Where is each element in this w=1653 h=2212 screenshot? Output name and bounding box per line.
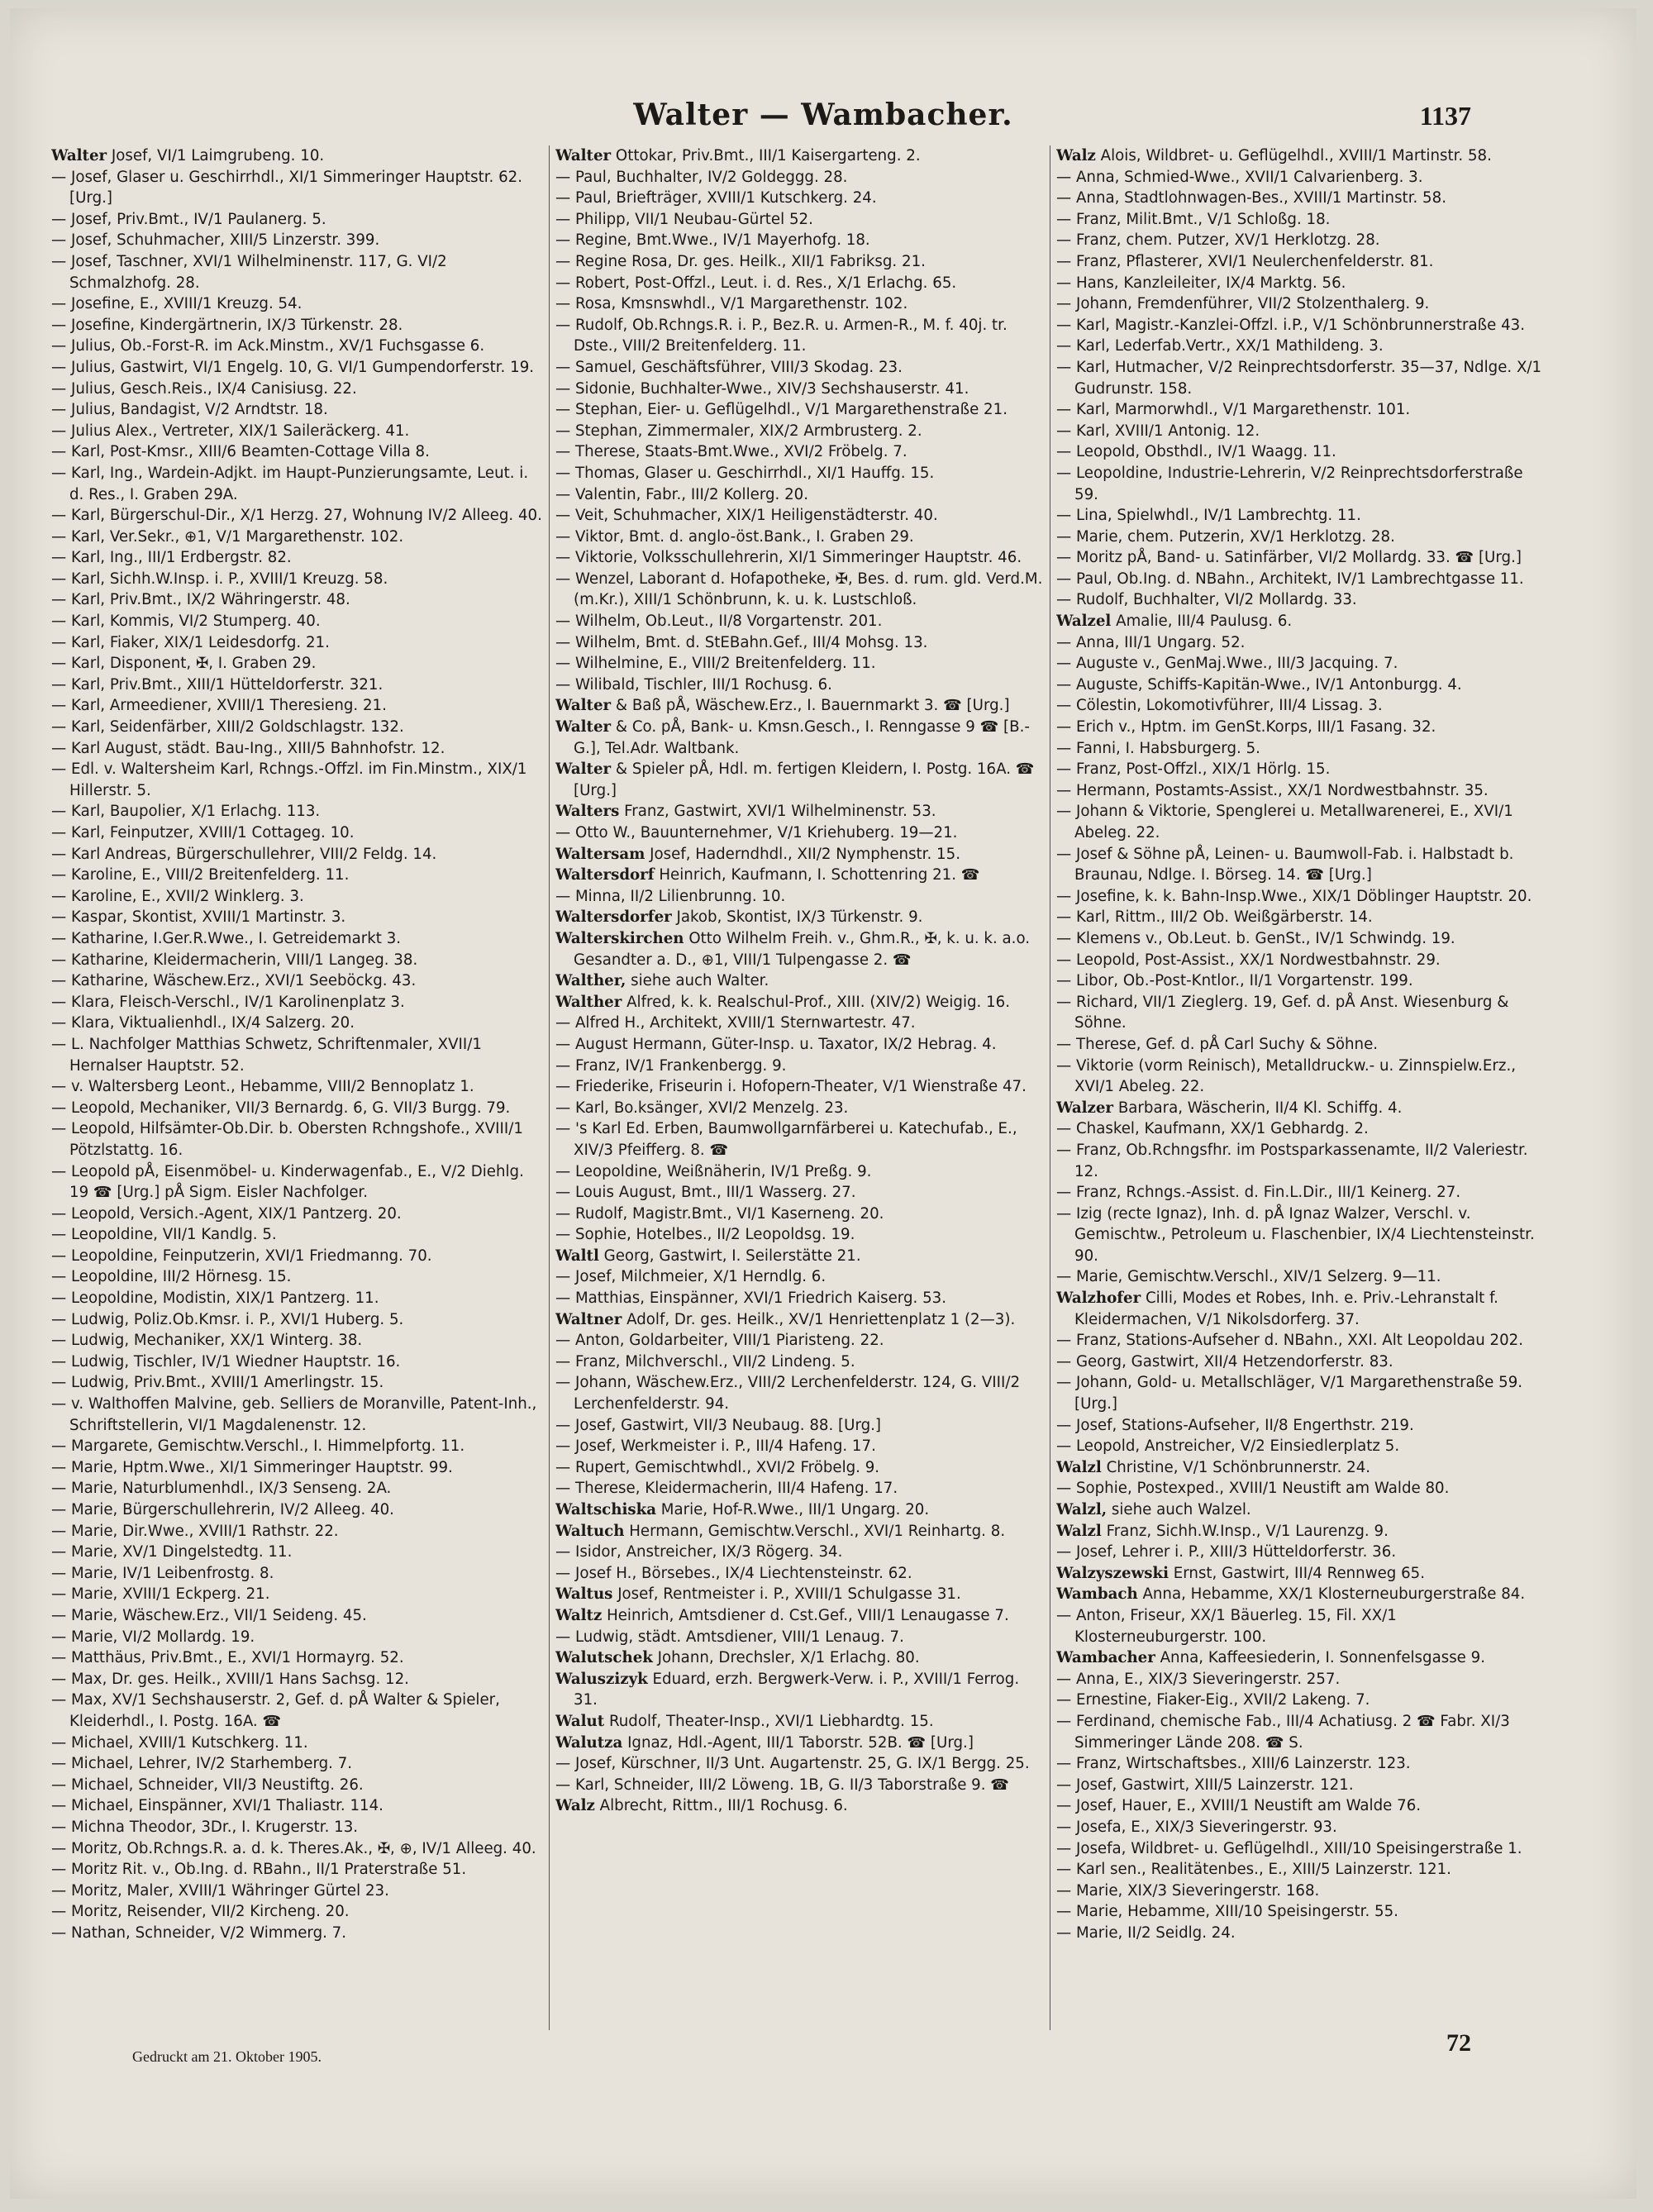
- directory-entry: Walzyszewski Ernst, Gastwirt, III/4 Rennweg 65.: [1056, 1564, 1426, 1582]
- directory-entry: Walzl Franz, Sichh.W.Insp., V/1 Laurenzg. 9.: [1056, 1522, 1389, 1540]
- directory-entry: — Katharine, Kleidermacherin, VIII/1 Langeg. 38.: [51, 951, 418, 969]
- column-2: [555, 145, 1043, 2030]
- directory-entry: Waltz Heinrich, Amtsdiener d. Cst.Gef., VIII/1 Lenaugasse 7.: [555, 1606, 1009, 1624]
- directory-entry: — Moritz, Ob.Rchngs.R. a. d. k. Theres.Ak., ✠, ⊕, IV/1 Alleeg. 40.: [51, 1839, 536, 1857]
- column-1: [51, 145, 544, 2030]
- directory-entry: — Josef, Glaser u. Geschirrhdl., XI/1 Simmeringer Hauptstr. 62. [Urg.]: [51, 168, 523, 207]
- directory-entry: — Margarete, Gemischtw.Verschl., I. Himmelpfortg. 11.: [51, 1437, 465, 1456]
- directory-entry: — Leopoldine, Feinputzerin, XVI/1 Friedmanng. 70.: [51, 1247, 432, 1265]
- directory-entry: — Karl, Seidenfärber, XIII/2 Goldschlagstr. 132.: [51, 718, 404, 737]
- directory-entry: — Karl, Kommis, VI/2 Stumperg. 40.: [51, 613, 321, 631]
- directory-entry: — Regine, Bmt.Wwe., IV/1 Mayerhofg. 18.: [555, 231, 870, 250]
- directory-entry: — Karoline, E., VIII/2 Breitenfelderg. 11.: [51, 866, 350, 884]
- directory-entry: Waluszizyk Eduard, erzh. Bergwerk-Verw. i. P., XVIII/1 Ferrog. 31.: [555, 1670, 1020, 1709]
- directory-entry: — Josefine, k. k. Bahn-Insp.Wwe., XIX/1 Döblinger Hauptstr. 20.: [1056, 887, 1532, 905]
- directory-entry: — Anton, Friseur, XX/1 Bäuerleg. 15, Fil. XX/1 Klosterneuburgerstr. 100.: [1056, 1606, 1397, 1646]
- directory-entry: — Johann & Viktorie, Spenglerei u. Metallwarenerei, E., XVI/1 Abeleg. 22.: [1056, 803, 1513, 841]
- directory-entry: Waltuch Hermann, Gemischtw.Verschl., XVI/1 Reinhartg. 8.: [555, 1522, 1006, 1540]
- directory-entry: — Franz, Wirtschaftsbes., XIII/6 Lainzerstr. 123.: [1056, 1755, 1411, 1773]
- directory-entry: Waltl Georg, Gastwirt, I. Seilerstätte 21.: [555, 1247, 861, 1265]
- directory-entry: — Moritz Rit. v., Ob.Ing. d. RBahn., II/1 Praterstraße 51.: [51, 1861, 467, 1879]
- directory-entry: — Josefa, Wildbret- u. Geflügelhdl., XIII/10 Speisingerstraße 1.: [1056, 1839, 1522, 1857]
- directory-entry: — Franz, Rchngs.-Assist. d. Fin.L.Dir., III/1 Keinerg. 27.: [1056, 1184, 1461, 1202]
- directory-entry: — Edl. v. Waltersheim Karl, Rchngs.-Offzl. im Fin.Minstm., XIX/1 Hillerstr. 5.: [51, 760, 527, 799]
- directory-entry: Walzhofer Cilli, Modes et Robes, Inh. e. Priv.-Lehranstalt f. Kleidermachen, V/1 Nikolsdorferg. 37.: [1056, 1290, 1498, 1328]
- directory-entry: — Karl, Baupolier, X/1 Erlachg. 113.: [51, 803, 321, 821]
- directory-entry: Wambacher Anna, Kaffeesiederin, I. Sonnenfelsgasse 9.: [1056, 1649, 1486, 1667]
- directory-entry: — Johann, Gold- u. Metallschläger, V/1 Margarethenstraße 59. [Urg.]: [1056, 1374, 1523, 1413]
- directory-entry: Waltschiska Marie, Hof-R.Wwe., III/1 Ungarg. 20.: [555, 1501, 930, 1518]
- directory-entry: — Franz, Post-Offzl., XIX/1 Hörlg. 15.: [1056, 760, 1331, 779]
- directory-entry: Walzl Christine, V/1 Schönbrunnerstr. 24.: [1056, 1458, 1371, 1476]
- directory-entry: — v. Walthoffen Malvine, geb. Selliers de Moranville, Patent-Inh., Schriftstellerin, VI/1 Magdalenenstr. 12.: [51, 1395, 537, 1434]
- directory-entry: — Franz, IV/1 Frankenbergg. 9.: [555, 1056, 787, 1075]
- directory-entry: — Karl, Sichh.W.Insp. i. P., XVIII/1 Kreuzg. 58.: [51, 570, 388, 588]
- directory-entry: — Viktor, Bmt. d. anglo-öst.Bank., I. Graben 29.: [555, 527, 914, 546]
- directory-entry: — Leopold, Anstreicher, V/2 Einsiedlerplatz 5.: [1056, 1437, 1400, 1456]
- directory-entry: — Leopoldine, Industrie-Lehrerin, V/2 Reinprechtsdorferstraße 59.: [1056, 464, 1523, 503]
- directory-entry: — Moritz, Maler, XVIII/1 Währinger Gürtel 23.: [51, 1881, 389, 1900]
- directory-entry: — Marie, Hptm.Wwe., XI/1 Simmeringer Hauptstr. 99.: [51, 1458, 453, 1476]
- directory-entry: — Julius, Gastwirt, VI/1 Engelg. 10, G. VI/1 Gumpendorferstr. 19.: [51, 358, 535, 376]
- directory-entry: — Ludwig, Poliz.Ob.Kmsr. i. P., XVI/1 Huberg. 5.: [51, 1310, 404, 1328]
- directory-entry: Walter & Spieler pÅ, Hdl. m. fertigen Kleidern, I. Postg. 16A. ☎ [Urg.]: [555, 760, 1035, 799]
- directory-entry: — Karl, Ver.Sekr., ⊕1, V/1 Margarethenstr. 102.: [51, 527, 404, 546]
- sheet-number: 72: [1446, 2029, 1471, 2057]
- directory-entry: — Karl, Schneider, III/2 Löweng. 1B, G. II/3 Taborstraße 9. ☎: [555, 1776, 1009, 1794]
- directory-entry: — Rudolf, Magistr.Bmt., VI/1 Kaserneng. 20.: [555, 1204, 884, 1223]
- directory-entry: — Paul, Ob.Ing. d. NBahn., Architekt, IV/1 Lambrechtgasse 11.: [1056, 570, 1524, 588]
- directory-entry: — Franz, Pflasterer, XVI/1 Neulerchenfelderstr. 81.: [1056, 252, 1434, 270]
- directory-entry: — Josef, Stations-Aufseher, II/8 Engerthstr. 219.: [1056, 1416, 1414, 1434]
- directory-entry: — Max, Dr. ges. Heilk., XVIII/1 Hans Sachsg. 12.: [51, 1670, 409, 1688]
- directory-entry: Walter & Co. pÅ, Bank- u. Kmsn.Gesch., I. Renngasse 9 ☎ [B.-G.], Tel.Adr. Waltbank.: [555, 718, 1030, 757]
- directory-entry: — Fanni, I. Habsburgerg. 5.: [1056, 739, 1260, 757]
- directory-entry: — Ernestine, Fiaker-Eig., XVII/2 Lakeng. 7.: [1056, 1691, 1370, 1709]
- directory-entry: — Franz, chem. Putzer, XV/1 Herklotzg. 28.: [1056, 231, 1380, 250]
- directory-entry: Walter Ottokar, Priv.Bmt., III/1 Kaisergarteng. 2.: [555, 147, 921, 164]
- directory-entry: — Marie, XIX/3 Sieveringerstr. 168.: [1056, 1881, 1320, 1900]
- directory-entry: — Klara, Fleisch-Verschl., IV/1 Karolinenplatz 3.: [51, 993, 405, 1011]
- directory-entry: — Karl, Marmorwhdl., V/1 Margarethenstr. 101.: [1056, 401, 1411, 419]
- directory-entry: Waltus Josef, Rentmeister i. P., XVIII/1 Schulgasse 31.: [555, 1585, 961, 1604]
- directory-entry: — Josef & Söhne pÅ, Leinen- u. Baumwoll-Fab. i. Halbstadt b. Braunau, Ndlge. I. Börseg. 14. ☎ [Urg.]: [1056, 845, 1514, 884]
- directory-entry: — Josef, Werkmeister i. P., III/4 Hafeng. 17.: [555, 1437, 876, 1456]
- directory-entry: — Katharine, Wäschew.Erz., XVI/1 Seeböckg. 43.: [51, 972, 417, 990]
- directory-entry: — Hermann, Postamts-Assist., XX/1 Nordwestbahnstr. 35.: [1056, 781, 1489, 799]
- directory-entry: — v. Waltersberg Leont., Hebamme, VIII/2 Bennoplatz 1.: [51, 1078, 474, 1096]
- directory-entry: — Marie, IV/1 Leibenfrostg. 8.: [51, 1564, 274, 1582]
- directory-entry: — Minna, II/2 Lilienbrunng. 10.: [555, 887, 786, 905]
- directory-entry: Walzl, siehe auch Walzel.: [1056, 1501, 1251, 1518]
- directory-entry: — Cölestin, Lokomotivführer, III/4 Lissag. 3.: [1056, 697, 1383, 715]
- directory-entry: — Marie, Gemischtw.Verschl., XIV/1 Selzerg. 9—11.: [1056, 1268, 1441, 1286]
- directory-entry: — Stephan, Zimmermaler, XIX/2 Armbrusterg. 2.: [555, 422, 922, 440]
- directory-entry: — Karl, Rittm., III/2 Ob. Weißgärberstr. 14.: [1056, 908, 1373, 927]
- print-date: Gedruckt am 21. Oktober 1905.: [132, 2048, 322, 2065]
- directory-entry: — Josef, Priv.Bmt., IV/1 Paulanerg. 5.: [51, 210, 326, 228]
- directory-entry: — Leopoldine, III/2 Hörnesg. 15.: [51, 1268, 292, 1286]
- directory-entry: — Karl, Lederfab.Vertr., XX/1 Mathildeng. 3.: [1056, 337, 1384, 355]
- directory-entry: — Georg, Gastwirt, XII/4 Hetzendorferstr. 83.: [1056, 1352, 1393, 1371]
- directory-entry: — Franz, Milchverschl., VII/2 Lindeng. 5.: [555, 1352, 855, 1371]
- directory-entry: — Anna, Stadtlohnwagen-Bes., XVIII/1 Martinstr. 58.: [1056, 189, 1446, 207]
- directory-entry: — Josef, Hauer, E., XVIII/1 Neustift am Walde 76.: [1056, 1797, 1422, 1815]
- directory-entry: — Marie, Naturblumenhdl., IX/3 Senseng. 2A.: [51, 1480, 392, 1498]
- directory-entry: — Rudolf, Ob.Rchngs.R. i. P., Bez.R. u. Armen-R., M. f. 40j. tr. Dste., VIII/2 Breitenfelderg. 11.: [555, 316, 1008, 355]
- directory-entry: — Anna, E., XIX/3 Sieveringerstr. 257.: [1056, 1670, 1341, 1688]
- directory-entry: — Louis August, Bmt., III/1 Wasserg. 27.: [555, 1184, 856, 1202]
- directory-entry: — Ludwig, städt. Amtsdiener, VIII/1 Lenaug. 7.: [555, 1628, 904, 1646]
- directory-entry: — Otto W., Bauunternehmer, V/1 Kriehuberg. 19—21.: [555, 824, 958, 841]
- directory-entry: — Karl, Hutmacher, V/2 Reinprechtsdorferstr. 35—37, Ndlge. X/1 Gudrunstr. 158.: [1056, 358, 1542, 398]
- directory-entry: — Marie, Dir.Wwe., XVIII/1 Rathstr. 22.: [51, 1522, 339, 1540]
- directory-entry: Walter Josef, VI/1 Laimgrubeng. 10.: [51, 147, 325, 164]
- directory-entry: — Anna, Schmied-Wwe., XVII/1 Calvarienberg. 3.: [1056, 168, 1423, 186]
- directory-entry: — Leopoldine, VII/1 Kandlg. 5.: [51, 1226, 277, 1244]
- directory-entry: — Karl, Post-Kmsr., XIII/6 Beamten-Cottage Villa 8.: [51, 443, 430, 461]
- directory-entry: — Auguste v., GenMaj.Wwe., III/3 Jacquing. 7.: [1056, 655, 1398, 673]
- directory-entry: — Paul, Buchhalter, IV/2 Goldeggg. 28.: [555, 168, 848, 186]
- directory-entry: Walzer Barbara, Wäscherin, II/4 Kl. Schiffg. 4.: [1056, 1099, 1403, 1117]
- directory-entry: — Anton, Goldarbeiter, VIII/1 Piaristeng. 22.: [555, 1332, 884, 1350]
- directory-entry: — Katharine, I.Ger.R.Wwe., I. Getreidemarkt 3.: [51, 929, 402, 947]
- directory-entry: — Chaskel, Kaufmann, XX/1 Gebhardg. 2.: [1056, 1120, 1369, 1138]
- directory-entry: — Julius, Bandagist, V/2 Arndtstr. 18.: [51, 401, 328, 419]
- directory-entry: — Isidor, Anstreicher, IX/3 Rögerg. 34.: [555, 1543, 843, 1561]
- directory-entry: — Libor, Ob.-Post-Kntlor., II/1 Vorgartenstr. 199.: [1056, 972, 1413, 990]
- directory-entry: — Josef, Gastwirt, XIII/5 Lainzerstr. 121.: [1056, 1776, 1354, 1794]
- directory-entry: — Karl, Fiaker, XIX/1 Leidesdorfg. 21.: [51, 633, 330, 651]
- directory-entry: — Anna, III/1 Ungarg. 52.: [1056, 633, 1246, 651]
- directory-entry: — Marie, chem. Putzerin, XV/1 Herklotzg. 28.: [1056, 527, 1395, 546]
- directory-entry: — Ludwig, Priv.Bmt., XVIII/1 Amerlingstr. 15.: [51, 1374, 384, 1392]
- directory-entry: — Veit, Schuhmacher, XIX/1 Heiligenstädterstr. 40.: [555, 507, 938, 525]
- directory-entry: — Auguste, Schiffs-Kapitän-Wwe., IV/1 Antonburgg. 4.: [1056, 675, 1462, 694]
- directory-entry: Walz Alois, Wildbret- u. Geflügelhdl., XVIII/1 Martinstr. 58.: [1056, 147, 1492, 164]
- directory-entry: — Karl, Disponent, ✠, I. Graben 29.: [51, 655, 317, 673]
- directory-entry: — Wilhelm, Ob.Leut., II/8 Vorgartenstr. 201.: [555, 613, 883, 631]
- directory-entry: — Marie, XV/1 Dingelstedtg. 11.: [51, 1543, 293, 1561]
- directory-entry: — Robert, Post-Offzl., Leut. i. d. Res., X/1 Erlachg. 65.: [555, 274, 957, 292]
- directory-entry: — Julius, Ob.-Forst-R. im Ack.Minstm., XV/1 Fuchsgasse 6.: [51, 337, 485, 355]
- directory-entry: — Alfred H., Architekt, XVIII/1 Sternwartestr. 47.: [555, 1014, 916, 1032]
- directory-entry: — Leopold pÅ, Eisenmöbel- u. Kinderwagenfab., E., V/2 Diehlg. 19 ☎ [Urg.] pÅ Sigm. Eisler Nachfolger.: [51, 1162, 524, 1202]
- directory-entry: — Moritz pÅ, Band- u. Satinfärber, VI/2 Mollardg. 33. ☎ [Urg.]: [1056, 549, 1522, 567]
- directory-entry: Wambach Anna, Hebamme, XX/1 Klosterneuburgerstraße 84.: [1056, 1585, 1526, 1604]
- directory-entry: — Michael, Lehrer, IV/2 Starhemberg. 7.: [51, 1755, 353, 1773]
- directory-entry: — August Hermann, Güter-Insp. u. Taxator, IX/2 Hebrag. 4.: [555, 1035, 997, 1053]
- directory-entry: Waltersdorfer Jakob, Skontist, IX/3 Türkenstr. 9.: [555, 908, 923, 927]
- directory-entry: — Rupert, Gemischtwhdl., XVI/2 Fröbelg. 9.: [555, 1458, 880, 1476]
- directory-entry: — Leopold, Post-Assist., XX/1 Nordwestbahnstr. 29.: [1056, 951, 1441, 969]
- directory-entry: Walther Alfred, k. k. Realschul-Prof., XIII. (XIV/2) Weigig. 16.: [555, 993, 1011, 1011]
- directory-entry: — Klara, Viktualienhdl., IX/4 Salzerg. 20.: [51, 1014, 355, 1032]
- directory-entry: — Wilhelm, Bmt. d. StEBahn.Gef., III/4 Mohsg. 13.: [555, 633, 928, 651]
- running-title: Walter — Wambacher.: [633, 98, 1013, 132]
- directory-entry: — Hans, Kanzleileiter, IX/4 Marktg. 56.: [1056, 274, 1346, 292]
- directory-entry: — Viktorie, Volksschullehrerin, XI/1 Simmeringer Hauptstr. 46.: [555, 549, 1022, 567]
- directory-entry: — Ludwig, Mechaniker, XX/1 Winterg. 38.: [51, 1332, 363, 1350]
- directory-entry: — Stephan, Eier- u. Geflügelhdl., V/1 Margarethenstraße 21.: [555, 401, 1008, 419]
- directory-entry: — Julius, Gesch.Reis., IX/4 Canisiusg. 22.: [51, 379, 357, 398]
- directory-entry: — Josef, Lehrer i. P., XIII/3 Hütteldorferstr. 36.: [1056, 1543, 1397, 1561]
- directory-entry: — Wilibald, Tischler, III/1 Rochusg. 6.: [555, 675, 832, 694]
- directory-entry: — Karoline, E., XVII/2 Winklerg. 3.: [51, 887, 304, 905]
- directory-entry: — Josefa, E., XIX/3 Sieveringerstr. 93.: [1056, 1818, 1337, 1836]
- directory-entry: — Karl Andreas, Bürgerschullehrer, VIII/2 Feldg. 14.: [51, 845, 437, 863]
- directory-entry: — Josefine, E., XVIII/1 Kreuzg. 54.: [51, 295, 302, 313]
- directory-entry: — Michna Theodor, 3Dr., I. Krugerstr. 13.: [51, 1818, 359, 1836]
- directory-entry: — Sophie, Postexped., XVIII/1 Neustift am Walde 80.: [1056, 1480, 1450, 1498]
- directory-entry: — Viktorie (vorm Reinisch), Metalldruckw.- u. Zinnspielw.Erz., XVI/1 Abeleg. 22.: [1056, 1056, 1517, 1096]
- directory-entry: — Ludwig, Tischler, IV/1 Wiedner Hauptstr. 16.: [51, 1352, 401, 1371]
- directory-entry: — Leopold, Obsthdl., IV/1 Waagg. 11.: [1056, 443, 1336, 461]
- directory-entry: — Karl, Bürgerschul-Dir., X/1 Herzg. 27, Wohnung IV/2 Alleeg. 40.: [51, 507, 542, 525]
- directory-entry: — Josef, Milchmeier, X/1 Herndlg. 6.: [555, 1268, 826, 1286]
- directory-entry: — Wilhelmine, E., VIII/2 Breitenfelderg. 11.: [555, 655, 876, 673]
- directory-entry: — Marie, VI/2 Mollardg. 19.: [51, 1628, 255, 1646]
- directory-entry: — Karl, Priv.Bmt., IX/2 Währingerstr. 48.: [51, 591, 350, 609]
- directory-entry: — Sidonie, Buchhalter-Wwe., XIV/3 Sechshauserstr. 41.: [555, 379, 969, 398]
- directory-entry: — Marie, II/2 Seidlg. 24.: [1056, 1924, 1236, 1942]
- directory-entry: — Karl, Bo.ksänger, XVI/2 Menzelg. 23.: [555, 1099, 849, 1117]
- directory-entry: — Karl, Armeediener, XVIII/1 Theresieng. 21.: [51, 697, 387, 715]
- directory-entry: — Philipp, VII/1 Neubau-Gürtel 52.: [555, 210, 813, 228]
- directory-entry: — Valentin, Fabr., III/2 Kollerg. 20.: [555, 485, 809, 503]
- directory-entry: — Leopoldine, Modistin, XIX/1 Pantzerg. 11.: [51, 1290, 379, 1308]
- directory-entry: — Wenzel, Laborant d. Hofapotheke, ✠, Bes. d. rum. gld. Verd.M. (m.Kr.), XIII/1 Schönbrunn, k. u. k. Lustschloß.: [555, 570, 1043, 609]
- directory-entry: — Izig (recte Ignaz), Inh. d. pÅ Ignaz Walzer, Verschl. v. Gemischtw., Petroleum u. Flaschenbier, IX/4 Liechtensteinstr. 90.: [1056, 1204, 1535, 1265]
- directory-entry: — Michael, Einspänner, XVI/1 Thaliastr. 114.: [51, 1797, 383, 1815]
- directory-entry: — Richard, VII/1 Zieglerg. 19, Gef. d. pÅ Anst. Wiesenburg & Söhne.: [1056, 993, 1509, 1032]
- directory-entry: — Thomas, Glaser u. Geschirrhdl., XI/1 Hauffg. 15.: [555, 464, 935, 482]
- directory-entry: — Klemens v., Ob.Leut. b. GenSt., IV/1 Schwindg. 19.: [1056, 929, 1455, 947]
- directory-entry: — Josef, Kürschner, II/3 Unt. Augartenstr. 25, G. IX/1 Bergg. 25.: [555, 1755, 1030, 1773]
- directory-entry: — Nathan, Schneider, V/2 Wimmerg. 7.: [51, 1924, 347, 1942]
- directory-entry: — Josefine, Kindergärtnerin, IX/3 Türkenstr. 28.: [51, 316, 403, 334]
- directory-entry: — Leopold, Mechaniker, VII/3 Bernardg. 6, G. VII/3 Burgg. 79.: [51, 1099, 511, 1117]
- directory-entry: — Marie, Hebamme, XIII/10 Speisingerstr. 55.: [1056, 1903, 1398, 1921]
- directory-entry: Walut Rudolf, Theater-Insp., XVI/1 Liebhardtg. 15.: [555, 1712, 934, 1730]
- directory-entry: — Friederike, Friseurin i. Hofopern-Theater, V/1 Wienstraße 47.: [555, 1078, 1027, 1096]
- column-divider: [549, 145, 550, 2030]
- directory-entry: — Leopoldine, Weißnäherin, IV/1 Preßg. 9.: [555, 1162, 872, 1180]
- directory-entry: — Franz, Stations-Aufseher d. NBahn., XXI. Alt Leopoldau 202.: [1056, 1332, 1524, 1350]
- directory-entry: Walters Franz, Gastwirt, XVI/1 Wilhelminenstr. 53.: [555, 803, 936, 821]
- directory-entry: — Rosa, Kmsnswhdl., V/1 Margarethenstr. 102.: [555, 295, 908, 313]
- directory-entry: — L. Nachfolger Matthias Schwetz, Schriftenmaler, XVII/1 Hernalser Hauptstr. 52.: [51, 1035, 482, 1075]
- directory-entry: Walterskirchen Otto Wilhelm Freih. v., Ghm.R., ✠, k. u. k. a.o. Gesandter a. D., ⊕1, VIII/1 Tulpengasse 2. ☎: [555, 929, 1031, 969]
- directory-entry: — Therese, Kleidermacherin, III/4 Hafeng. 17.: [555, 1480, 898, 1498]
- directory-entry: — Kaspar, Skontist, XVIII/1 Martinstr. 3.: [51, 908, 346, 927]
- page-header: [10, 98, 1636, 139]
- directory-entry: Walther, siehe auch Walter.: [555, 972, 769, 990]
- directory-entry: — Franz, Milit.Bmt., V/1 Schloßg. 18.: [1056, 210, 1331, 228]
- directory-entry: — Josef, Gastwirt, VII/3 Neubaug. 88. [Urg.]: [555, 1416, 882, 1434]
- directory-entry: Walutza Ignaz, Hdl.-Agent, III/1 Taborstr. 52B. ☎ [Urg.]: [555, 1733, 974, 1752]
- directory-entry: — Marie, Wäschew.Erz., VII/1 Seideng. 45.: [51, 1606, 367, 1624]
- directory-entry: Waltner Adolf, Dr. ges. Heilk., XV/1 Henriettenplatz 1 (2—3).: [555, 1310, 1016, 1328]
- directory-entry: — Johann, Wäschew.Erz., VIII/2 Lerchenfelderstr. 124, G. VIII/2 Lerchenfelderstr. 94.: [555, 1374, 1021, 1413]
- directory-entry: — Paul, Briefträger, XVIII/1 Kutschkerg. 24.: [555, 189, 877, 207]
- directory-entry: — Ferdinand, chemische Fab., III/4 Achatiusg. 2 ☎ Fabr. XI/3 Simmeringer Lände 208. ☎ S.: [1056, 1712, 1510, 1752]
- directory-entry: — Samuel, Geschäftsführer, VIII/3 Skodag. 23.: [555, 358, 903, 376]
- directory-entry: — Therese, Gef. d. pÅ Carl Suchy & Söhne.: [1056, 1035, 1379, 1053]
- directory-entry: — Karl sen., Realitätenbes., E., XIII/5 Lainzerstr. 121.: [1056, 1861, 1451, 1879]
- directory-entry: — Karl, Ing., III/1 Erdbergstr. 82.: [51, 549, 292, 567]
- directory-entry: — Leopold, Versich.-Agent, XIX/1 Pantzerg. 20.: [51, 1204, 402, 1223]
- directory-entry: — Leopold, Hilfsämter-Ob.Dir. b. Obersten Rchngshofe., XVIII/1 Pötzlstattg. 16.: [51, 1120, 523, 1159]
- directory-entry: — Erich v., Hptm. im GenSt.Korps, III/1 Fasang. 32.: [1056, 718, 1436, 737]
- directory-entry: — Karl August, städt. Bau-Ing., XIII/5 Bahnhofstr. 12.: [51, 739, 445, 757]
- directory-entry: Walz Albrecht, Rittm., III/1 Rochusg. 6.: [555, 1797, 848, 1815]
- directory-entry: — Max, XV/1 Sechshauserstr. 2, Gef. d. pÅ Walter & Spieler, Kleiderhdl., I. Postg. 16A. ☎: [51, 1691, 500, 1730]
- directory-entry: — Josef H., Börsebes., IX/4 Liechtensteinstr. 62.: [555, 1564, 912, 1582]
- directory-entry: — Karl, Magistr.-Kanzlei-Offzl. i.P., V/1 Schönbrunnerstraße 43.: [1056, 316, 1526, 334]
- directory-entry: — Matthias, Einspänner, XVI/1 Friedrich Kaiserg. 53.: [555, 1290, 946, 1308]
- directory-entry: — Marie, XVIII/1 Eckperg. 21.: [51, 1585, 270, 1604]
- directory-entry: Walter & Baß pÅ, Wäschew.Erz., I. Bauernmarkt 3. ☎ [Urg.]: [555, 697, 1010, 715]
- directory-entry: — Matthäus, Priv.Bmt., E., XVI/1 Hormayrg. 52.: [51, 1649, 404, 1667]
- page-number: 1137: [1419, 101, 1471, 131]
- directory-entry: — Karl, XVIII/1 Antonig. 12.: [1056, 422, 1260, 440]
- directory-entry: Waltersam Josef, Haderndhdl., XII/2 Nymphenstr. 15.: [555, 845, 960, 863]
- directory-entry: — Julius Alex., Vertreter, XIX/1 Saileräckerg. 41.: [51, 422, 410, 440]
- directory-entry: — Karl, Priv.Bmt., XIII/1 Hütteldorferstr. 321.: [51, 675, 383, 694]
- directory-entry: — Karl, Ing., Wardein-Adjkt. im Haupt-Punzierungsamte, Leut. i. d. Res., I. Graben 29A.: [51, 464, 529, 503]
- directory-entry: Waltersdorf Heinrich, Kaufmann, I. Schottenring 21. ☎: [555, 866, 980, 884]
- directory-entry: — Karl, Feinputzer, XVIII/1 Cottageg. 10.: [51, 824, 355, 841]
- directory-entry: — Marie, Bürgerschullehrerin, IV/2 Alleeg. 40.: [51, 1501, 394, 1518]
- directory-entry: — Michael, Schneider, VII/3 Neustiftg. 26.: [51, 1776, 364, 1794]
- directory-entry: Walzel Amalie, III/4 Paulusg. 6.: [1056, 613, 1293, 631]
- directory-entry: — Sophie, Hotelbes., II/2 Leopoldsg. 19.: [555, 1226, 855, 1244]
- directory-entry: — Rudolf, Buchhalter, VI/2 Mollardg. 33.: [1056, 591, 1357, 609]
- directory-entry: — Josef, Taschner, XVI/1 Wilhelminenstr. 117, G. VI/2 Schmalzhofg. 28.: [51, 252, 447, 292]
- directory-entry: — Regine Rosa, Dr. ges. Heilk., XII/1 Fabriksg. 21.: [555, 252, 926, 270]
- directory-entry: — Michael, XVIII/1 Kutschkerg. 11.: [51, 1733, 308, 1752]
- directory-entry: — Josef, Schuhmacher, XIII/5 Linzerstr. 399.: [51, 231, 380, 250]
- directory-entry: — Moritz, Reisender, VII/2 Kircheng. 20.: [51, 1903, 350, 1921]
- column-3: [1056, 145, 1547, 2030]
- directory-entry: — Lina, Spielwhdl., IV/1 Lambrechtg. 11.: [1056, 507, 1361, 525]
- directory-entry: — Johann, Fremdenführer, VII/2 Stolzenthalerg. 9.: [1056, 295, 1430, 313]
- directory-entry: — Franz, Ob.Rchngsfhr. im Postsparkassenamte, II/2 Valeriestr. 12.: [1056, 1141, 1528, 1180]
- directory-entry: — 's Karl Ed. Erben, Baumwollgarnfärberei u. Katechufab., E., XIV/3 Pfeifferg. 8. ☎: [555, 1120, 1017, 1159]
- directory-entry: — Therese, Staats-Bmt.Wwe., XVI/2 Fröbelg. 7.: [555, 443, 907, 461]
- directory-entry: Walutschek Johann, Drechsler, X/1 Erlachg. 80.: [555, 1649, 920, 1667]
